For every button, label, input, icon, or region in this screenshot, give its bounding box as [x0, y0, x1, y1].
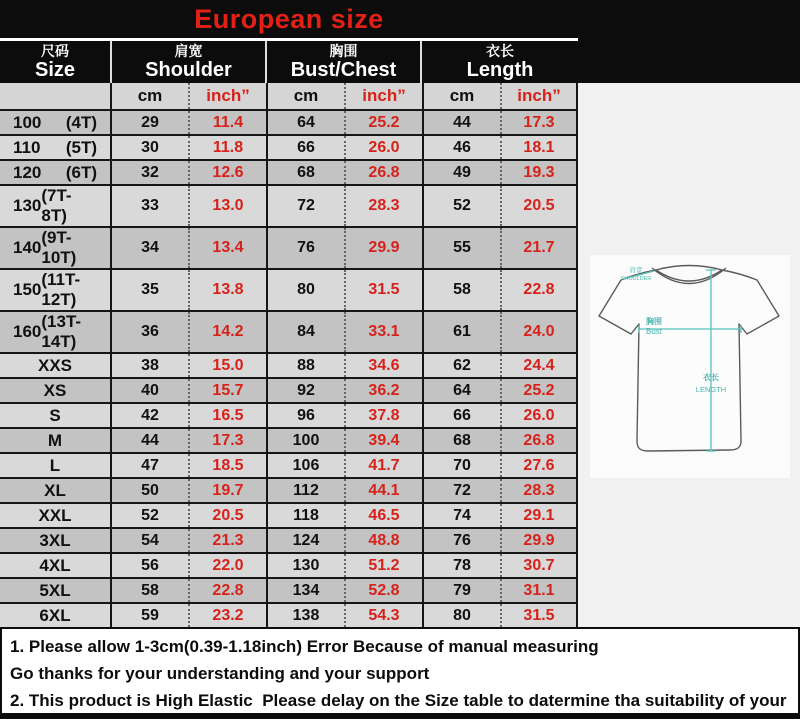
age-range-label: (11T-12T) [41, 270, 81, 309]
inch-value: 13.8 [188, 270, 266, 310]
cm-value: 124 [266, 529, 344, 552]
age-range-label: (4T) [65, 112, 97, 132]
cm-value: 58 [110, 579, 188, 602]
cm-value: 35 [110, 270, 188, 310]
inch-value: 25.2 [500, 379, 576, 402]
length-label-en: LENGTH [695, 385, 727, 394]
table-row [0, 270, 576, 312]
age-range-label: (9T-10T) [41, 228, 77, 267]
inch-value: 22.8 [188, 579, 266, 602]
table-row [0, 111, 576, 136]
cm-value: 134 [266, 579, 344, 602]
table-row [0, 186, 576, 228]
cm-value: 84 [266, 312, 344, 352]
inch-value: 14.2 [188, 312, 266, 352]
inch-value: 18.1 [500, 136, 576, 159]
inch-value: 31.5 [500, 604, 576, 627]
size-label-cell [0, 228, 110, 268]
cm-value: 68 [422, 429, 500, 452]
inch-value: 48.8 [344, 529, 422, 552]
footer-note-3: 2. This product is High Elastic Please delay on the Size table to datermine tha suitability of your [10, 691, 787, 710]
inch-value: 22.0 [188, 554, 266, 577]
age-range-label: (13T-14T) [41, 312, 82, 351]
cm-value: 96 [266, 404, 344, 427]
column-header-shoulder [110, 41, 265, 83]
size-label-cell: 6XL [39, 605, 71, 625]
inch-value: 17.3 [500, 111, 576, 134]
cm-value: 47 [110, 454, 188, 477]
inch-value: 29.1 [500, 504, 576, 527]
cm-value: 36 [110, 312, 188, 352]
cm-value: 66 [422, 404, 500, 427]
cm-value: 40 [110, 379, 188, 402]
inch-value: 31.5 [344, 270, 422, 310]
unit-header-row [0, 83, 576, 111]
unit-header-empty [0, 83, 110, 109]
inch-value: 34.6 [344, 354, 422, 377]
size-label-cell: L [49, 455, 61, 475]
inch-value: 18.5 [188, 454, 266, 477]
inch-value: 33.1 [344, 312, 422, 352]
size-label: 110 [13, 137, 41, 157]
inch-value: 19.7 [188, 479, 266, 502]
size-label: 140 [13, 238, 42, 257]
inch-value: 23.2 [188, 604, 266, 627]
inch-value: 54.3 [344, 604, 422, 627]
inch-value: 25.2 [344, 111, 422, 134]
cm-value: 88 [266, 354, 344, 377]
column-header-length-en: Length [466, 59, 534, 81]
inch-value: 52.8 [344, 579, 422, 602]
cm-value: 72 [266, 186, 344, 226]
inch-value: 27.6 [500, 454, 576, 477]
table-row [0, 312, 576, 354]
inch-value: 36.2 [344, 379, 422, 402]
age-range-label: (7T-8T) [41, 186, 72, 225]
inch-value: 26.0 [500, 404, 576, 427]
inch-value: 11.4 [188, 111, 266, 134]
table-row [0, 136, 576, 161]
size-label-cell: S [49, 405, 61, 425]
inch-value: 28.3 [500, 479, 576, 502]
column-header-bust [265, 41, 420, 83]
cm-value: 56 [110, 554, 188, 577]
unit-header-inch: inch” [188, 83, 266, 109]
length-label-cn: 衣长 [703, 373, 719, 382]
size-label-cell [0, 312, 110, 352]
size-table [0, 83, 578, 627]
inch-value: 29.9 [500, 529, 576, 552]
cm-value: 66 [266, 136, 344, 159]
cm-value: 49 [422, 161, 500, 184]
cm-value: 55 [422, 228, 500, 268]
inch-value: 44.1 [344, 479, 422, 502]
cm-value: 64 [422, 379, 500, 402]
title-bar [0, 0, 800, 38]
tshirt-outline [599, 266, 779, 452]
unit-header-inch: inch” [344, 83, 422, 109]
inch-value: 19.3 [500, 161, 576, 184]
size-label-cell: 4XL [39, 555, 71, 575]
table-header-band [0, 38, 800, 83]
inch-value: 21.7 [500, 228, 576, 268]
unit-header-inch: inch” [500, 83, 576, 109]
footer-notes [0, 627, 800, 719]
inch-value: 15.0 [188, 354, 266, 377]
inch-value: 46.5 [344, 504, 422, 527]
cm-value: 112 [266, 479, 344, 502]
inch-value: 28.3 [344, 186, 422, 226]
cm-value: 33 [110, 186, 188, 226]
cm-value: 76 [266, 228, 344, 268]
table-row [0, 604, 576, 627]
cm-value: 138 [266, 604, 344, 627]
cm-value: 74 [422, 504, 500, 527]
footer-note-1: 1. Please allow 1-3cm(0.39-1.18inch) Error Because of manual measuring [10, 637, 599, 656]
size-label-cell: XXL [38, 505, 72, 525]
age-range-label: (5T) [65, 137, 97, 157]
cm-value: 80 [266, 270, 344, 310]
bust-label-en: Bust [646, 327, 663, 336]
inch-value: 51.2 [344, 554, 422, 577]
table-row [0, 379, 576, 404]
cm-value: 29 [110, 111, 188, 134]
cm-value: 32 [110, 161, 188, 184]
size-label-cell: 3XL [39, 530, 71, 550]
table-header-row [0, 38, 578, 83]
inch-value: 24.4 [500, 354, 576, 377]
inch-value: 20.5 [188, 504, 266, 527]
cm-value: 59 [110, 604, 188, 627]
footer-bottom-bar [2, 713, 798, 719]
table-row [0, 554, 576, 579]
cm-value: 42 [110, 404, 188, 427]
column-header-size-en: Size [34, 59, 76, 81]
cm-value: 68 [266, 161, 344, 184]
inch-value: 26.8 [344, 161, 422, 184]
cm-value: 54 [110, 529, 188, 552]
inch-value: 12.6 [188, 161, 266, 184]
shoulder-label-cn: 肩宽 [629, 267, 643, 274]
inch-value: 20.5 [500, 186, 576, 226]
table-row [0, 429, 576, 454]
cm-value: 130 [266, 554, 344, 577]
inch-value: 13.4 [188, 228, 266, 268]
cm-value: 79 [422, 579, 500, 602]
inch-value: 11.8 [188, 136, 266, 159]
inch-value: 26.0 [344, 136, 422, 159]
cm-value: 50 [110, 479, 188, 502]
cm-value: 52 [110, 504, 188, 527]
cm-value: 118 [266, 504, 344, 527]
inch-value: 21.3 [188, 529, 266, 552]
size-label-cell [0, 186, 110, 226]
size-label-cell [0, 111, 110, 134]
table-row [0, 354, 576, 379]
size-label: 130 [13, 196, 42, 215]
inch-value: 22.8 [500, 270, 576, 310]
main-band [0, 83, 800, 627]
inch-value: 16.5 [188, 404, 266, 427]
column-header-bust-cn: 胸围 [329, 43, 358, 59]
column-header-bust-en: Bust/Chest [290, 59, 397, 81]
inch-value: 13.0 [188, 186, 266, 226]
inch-value: 29.9 [344, 228, 422, 268]
diagram-panel [578, 83, 800, 627]
cm-value: 70 [422, 454, 500, 477]
cm-value: 62 [422, 354, 500, 377]
table-row [0, 529, 576, 554]
age-range-label: (6T) [65, 162, 97, 182]
column-header-size-cn: 尺码 [41, 43, 69, 59]
tshirt-measure-diagram [590, 255, 790, 478]
size-label: 160 [13, 322, 42, 341]
unit-header-cm: cm [110, 83, 188, 109]
size-label-cell: M [47, 430, 63, 450]
size-label: 150 [13, 280, 42, 299]
column-header-size [0, 41, 110, 83]
cm-value: 34 [110, 228, 188, 268]
cm-value: 44 [110, 429, 188, 452]
footer-note-2: Go thanks for your understanding and your support [10, 664, 430, 683]
cm-value: 38 [110, 354, 188, 377]
size-label-cell [0, 270, 110, 310]
size-label-cell [0, 136, 110, 159]
unit-header-cm: cm [266, 83, 344, 109]
column-header-shoulder-cn: 肩宽 [174, 43, 203, 59]
cm-value: 58 [422, 270, 500, 310]
cm-value: 80 [422, 604, 500, 627]
size-label-cell: 5XL [39, 580, 71, 600]
inch-value: 39.4 [344, 429, 422, 452]
table-row [0, 161, 576, 186]
column-header-shoulder-en: Shoulder [145, 59, 232, 81]
inch-value: 37.8 [344, 404, 422, 427]
shoulder-label-en: SHOULDER [620, 276, 652, 282]
table-row [0, 579, 576, 604]
inch-value: 24.0 [500, 312, 576, 352]
cm-value: 100 [266, 429, 344, 452]
cm-value: 44 [422, 111, 500, 134]
size-label-cell: XXS [37, 355, 73, 375]
table-rows [0, 111, 576, 627]
size-label: 100 [13, 112, 42, 132]
cm-value: 78 [422, 554, 500, 577]
size-label-cell: XS [43, 380, 67, 400]
size-label-cell [0, 161, 110, 184]
inch-value: 26.8 [500, 429, 576, 452]
table-row [0, 228, 576, 270]
inch-value: 15.7 [188, 379, 266, 402]
inch-value: 41.7 [344, 454, 422, 477]
cm-value: 64 [266, 111, 344, 134]
cm-value: 76 [422, 529, 500, 552]
bust-label-cn: 胸围 [646, 317, 662, 326]
column-header-length-cn: 衣长 [486, 43, 514, 59]
size-label: 120 [13, 162, 42, 182]
cm-value: 61 [422, 312, 500, 352]
inch-value: 31.1 [500, 579, 576, 602]
cm-value: 92 [266, 379, 344, 402]
column-header-length [420, 41, 578, 83]
cm-value: 30 [110, 136, 188, 159]
size-label-cell: XL [44, 480, 66, 500]
table-row [0, 504, 576, 529]
table-row [0, 454, 576, 479]
page-title: European size [194, 4, 384, 34]
inch-value: 17.3 [188, 429, 266, 452]
cm-value: 46 [422, 136, 500, 159]
cm-value: 72 [422, 479, 500, 502]
tshirt-diagram-svg [590, 255, 790, 478]
table-row [0, 479, 576, 504]
inch-value: 30.7 [500, 554, 576, 577]
cm-value: 52 [422, 186, 500, 226]
unit-header-cm: cm [422, 83, 500, 109]
cm-value: 106 [266, 454, 344, 477]
table-row [0, 404, 576, 429]
